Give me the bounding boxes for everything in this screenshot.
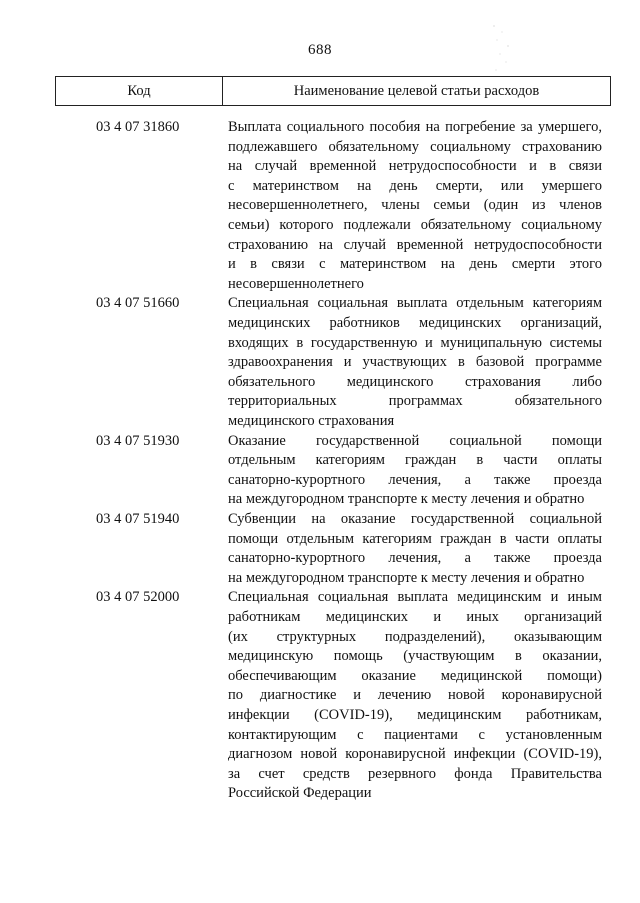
description-line: медицинского страхования — [228, 412, 395, 429]
description-line: помощи отдельным категориям граждан в части оплаты — [228, 530, 602, 547]
description-line: несовершеннолетнего, члены семьи (один из членов — [228, 197, 602, 214]
description-line: контактирующим с пациентами с установленным — [228, 726, 602, 743]
description-line: работникам медицинских и иных организаций — [228, 608, 602, 625]
table-row — [0, 118, 640, 292]
table-row — [0, 432, 640, 508]
row-description — [228, 294, 602, 431]
row-code: 03 4 07 31860 — [96, 119, 180, 135]
description-line: Специальная социальная выплата медицинским и иным — [228, 589, 602, 606]
description-line: медицинских работников медицинских организаций, — [228, 314, 602, 331]
row-code: 03 4 07 51660 — [96, 295, 180, 312]
table-row — [0, 510, 640, 586]
header-code-cell: Код — [56, 77, 223, 105]
description-line: отдельным категориям граждан в части оплаты — [228, 452, 602, 469]
row-description — [228, 432, 602, 510]
table-row — [0, 588, 640, 802]
description-line: на междугородном транспорте к месту лечения и обратно — [228, 491, 585, 508]
description-line: обязательного медицинского страхования либо — [228, 373, 602, 390]
description-line: территориальных программах обязательного — [228, 393, 602, 410]
header-name-cell: Наименование целевой статьи расходов — [293, 82, 540, 99]
row-code: 03 4 07 52000 — [96, 589, 180, 606]
description-line: Оказание государственной социальной помощи — [228, 432, 602, 449]
row-description — [228, 588, 602, 804]
table-header — [55, 76, 611, 106]
row-description — [228, 510, 602, 588]
description-line: семьи) которого подлежали обязательному социальному — [228, 216, 602, 233]
description-line: за счет средств резервного фонда Правительства — [228, 765, 602, 782]
description-line: по диагностике и лечению новой коронавирусной — [228, 687, 602, 704]
row-description — [228, 118, 602, 294]
description-line: и в связи с материнством на день смерти этого — [228, 256, 602, 273]
description-line: входящих в государственную и муниципальную системы — [228, 334, 602, 351]
description-line: санаторно-курортного лечения, а также проезда — [228, 471, 602, 488]
scan-speckle-decoration — [488, 22, 518, 82]
table-row — [0, 294, 640, 429]
row-code: 03 4 07 51930 — [96, 432, 180, 449]
description-line: несовершеннолетнего — [228, 275, 364, 292]
page-number: 688 — [308, 42, 332, 58]
description-line: на случай временной нетрудоспособности и в связи — [228, 158, 602, 175]
description-line: санаторно-курортного лечения, а также проезда — [228, 550, 602, 567]
description-line: страхованию на случай временной нетрудоспособности — [228, 236, 602, 253]
description-line: Субвенции на оказание государственной социальной — [228, 511, 602, 527]
description-line: обеспечивающим оказание медицинской помощи) — [228, 667, 602, 684]
description-line: с материнством на день смерти, или умершего — [228, 177, 602, 194]
description-line: диагнозом новой коронавирусной инфекции (COVID-19), — [228, 746, 602, 763]
description-line: на междугородном транспорте к месту лечения и обратно — [228, 569, 585, 586]
description-line: медицинскую помощь (участвующим в оказании, — [228, 648, 602, 665]
description-line: Специальная социальная выплата отдельным категориям — [228, 295, 602, 312]
description-line: Российской Федерации — [228, 785, 372, 802]
row-code: 03 4 07 51940 — [96, 511, 180, 527]
description-line: инфекции (COVID-19), медицинским работникам, — [228, 706, 602, 723]
description-line: здравоохранения и участвующих в базовой программе — [228, 354, 602, 371]
description-line: (их структурных подразделений), оказывающим — [228, 628, 602, 645]
description-line: Выплата социального пособия на погребение за умершего, — [228, 119, 602, 135]
description-line: подлежавшего обязательному социальному страхованию — [228, 138, 602, 155]
